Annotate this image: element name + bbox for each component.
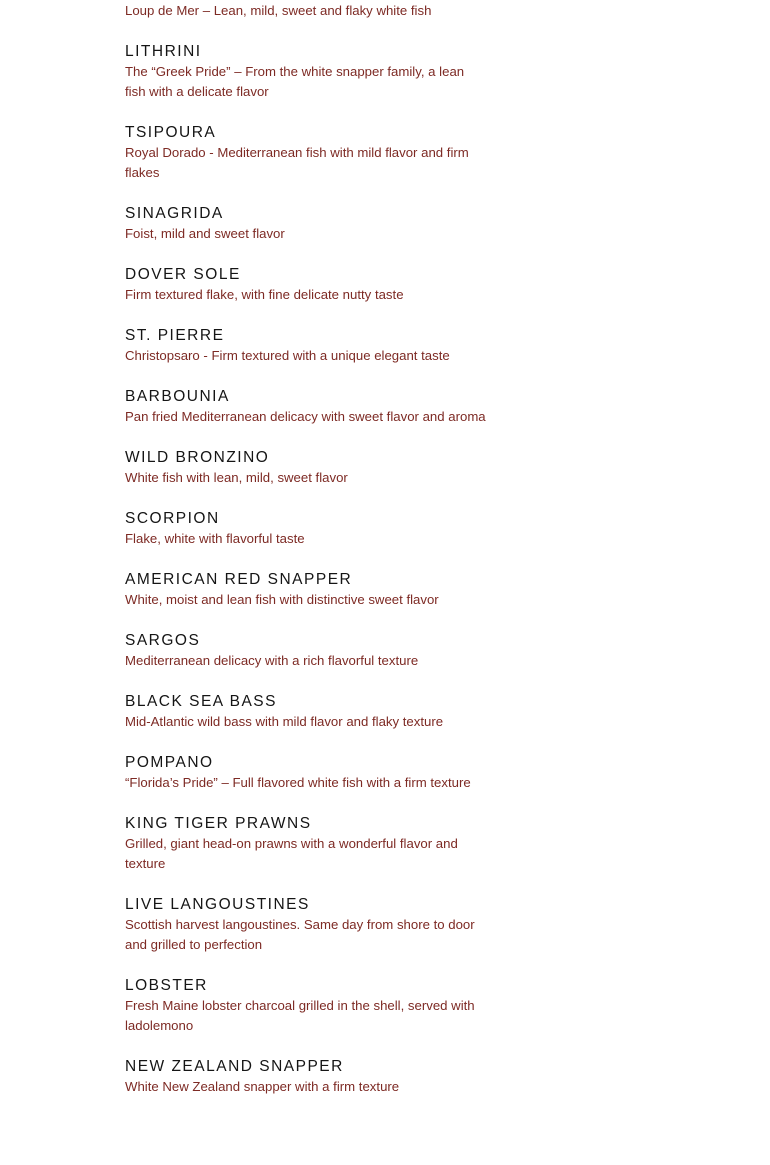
item-description: Grilled, giant head-on prawns with a wonderful flavor and texture [125,836,458,871]
menu-item-american-red-snapper [125,570,487,610]
item-description: Royal Dorado - Mediterranean fish with mild flavor and firm flakes [125,145,469,180]
menu-item-sargos [125,631,487,671]
item-name: LIVE LANGOUSTINES [125,896,310,913]
menu-item-dover-sole [125,265,487,305]
item-name: WILD BRONZINO [125,449,270,466]
item-description: Mediterranean delicacy with a rich flavorful texture [125,653,419,668]
menu-item-lobster [125,976,487,1036]
menu-item-sinagrida [125,204,487,244]
menu-item-tsipoura [125,123,487,183]
menu-item-st-pierre [125,326,487,366]
item-name: TSIPOURA [125,124,217,141]
item-description: Pan fried Mediterranean delicacy with sweet flavor and aroma [125,409,486,424]
fish-menu-list [125,0,487,1118]
menu-item-black-sea-bass [125,692,487,732]
item-name: SARGOS [125,632,201,649]
item-description: Firm textured flake, with fine delicate nutty taste [125,287,404,302]
menu-item-new-zealand-snapper [125,1057,487,1097]
menu-item-barbounia [125,387,487,427]
item-name: KING TIGER PRAWNS [125,815,312,832]
item-name: NEW ZEALAND SNAPPER [125,1058,344,1075]
menu-item-scorpion [125,509,487,549]
item-name: LOBSTER [125,977,208,994]
item-description: Loup de Mer – Lean, mild, sweet and flaky white fish [125,3,432,18]
item-name: LITHRINI [125,43,202,60]
item-description: Flake, white with flavorful taste [125,531,305,546]
item-name: AMERICAN RED SNAPPER [125,571,353,588]
item-description: The “Greek Pride” – From the white snapper family, a lean fish with a delicate flavor [125,64,465,99]
item-name: POMPANO [125,754,214,771]
item-name: BARBOUNIA [125,388,230,405]
item-name: DOVER SOLE [125,266,241,283]
menu-item-pompano [125,753,487,793]
item-description: Fresh Maine lobster charcoal grilled in the shell, served with ladolemono [125,998,475,1033]
item-name: BLACK SEA BASS [125,693,277,710]
item-description: White, moist and lean fish with distinctive sweet flavor [125,592,439,607]
item-description: Foist, mild and sweet flavor [125,226,285,241]
menu-item-king-tiger-prawns [125,814,487,874]
menu-item-live-langoustines [125,895,487,955]
menu-item-wild-bronzino [125,448,487,488]
item-name: SCORPION [125,510,220,527]
item-name: ST. PIERRE [125,327,225,344]
menu-item-lavraki [125,0,487,21]
item-name: SINAGRIDA [125,205,224,222]
item-description: Christopsaro - Firm textured with a unique elegant taste [125,348,450,363]
item-description: Scottish harvest langoustines. Same day from shore to door and grilled to perfection [125,917,475,952]
item-description: White New Zealand snapper with a firm texture [125,1079,400,1094]
item-description: Mid-Atlantic wild bass with mild flavor and flaky texture [125,714,444,729]
item-description: “Florida’s Pride” – Full flavored white fish with a firm texture [125,775,471,790]
item-description: White fish with lean, mild, sweet flavor [125,470,348,485]
menu-item-lithrini [125,42,487,102]
